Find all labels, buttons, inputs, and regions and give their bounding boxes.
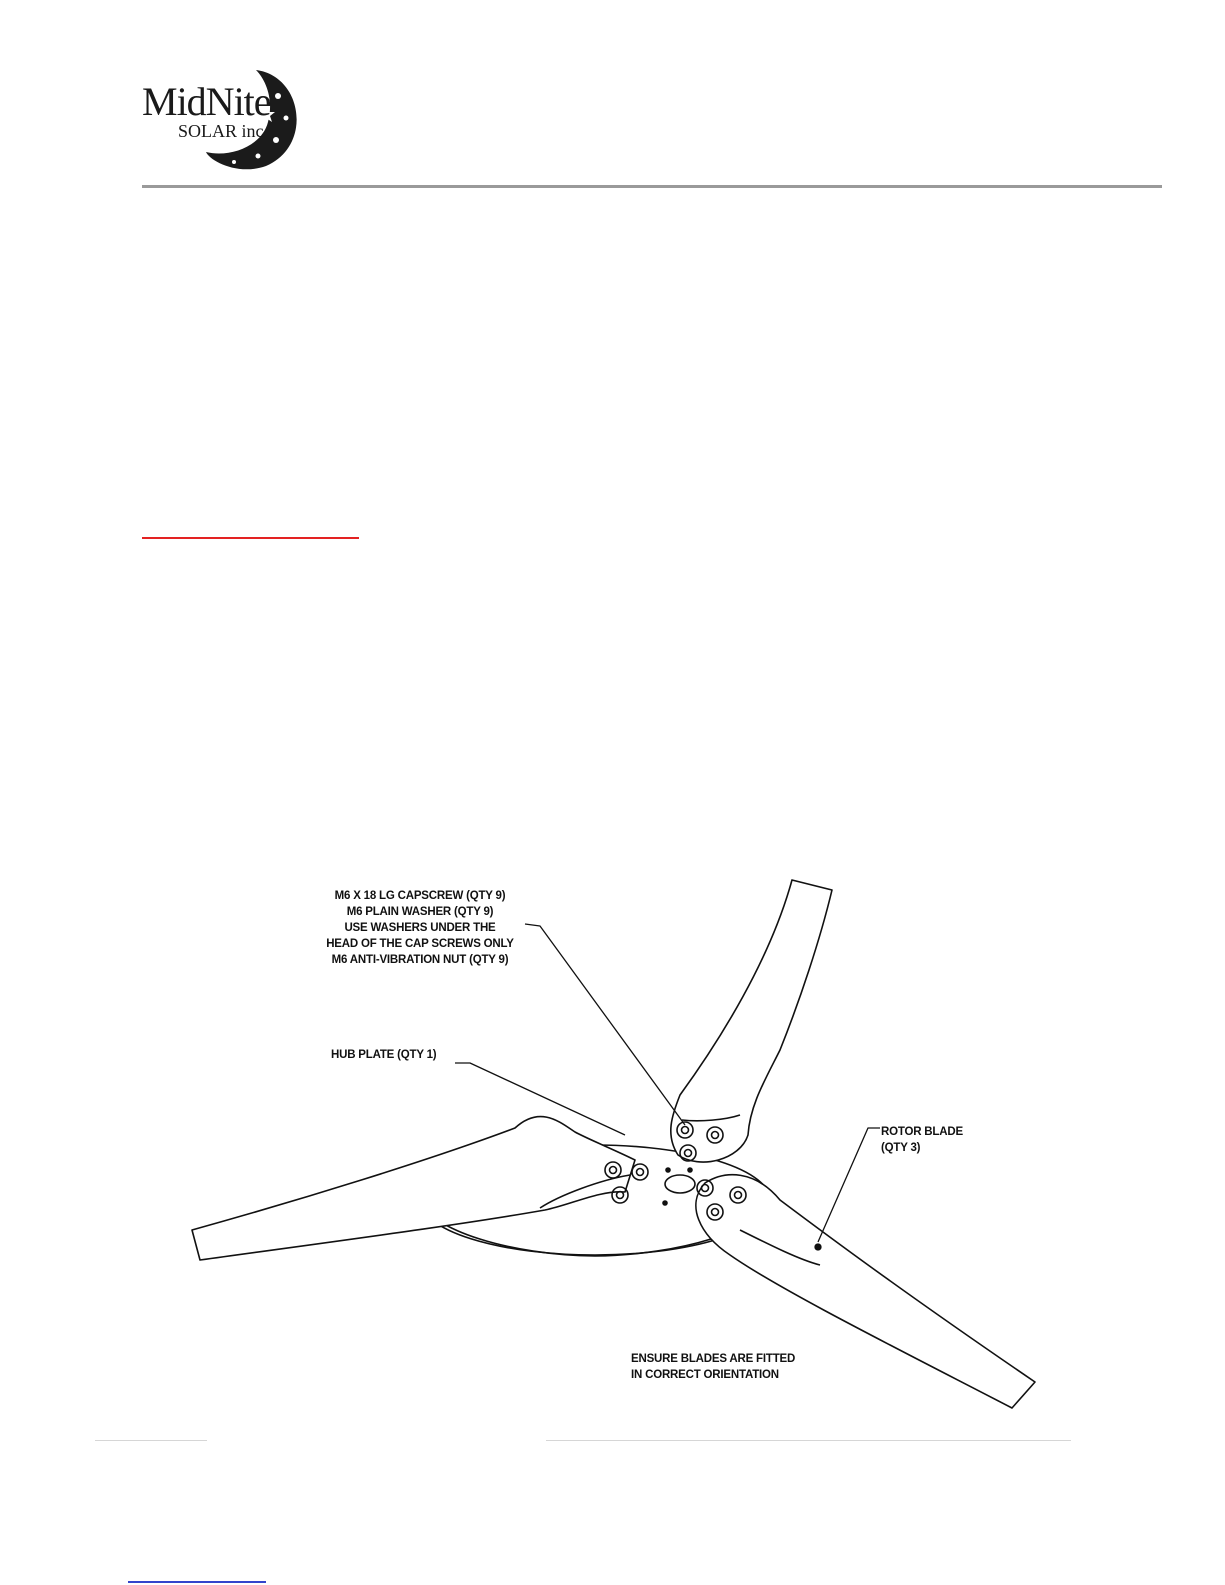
rotor-blade-callout (881, 1124, 963, 1156)
callout-line: ENSURE BLADES ARE FITTED (631, 1353, 796, 1365)
callout-line: (QTY 3) (881, 1142, 921, 1154)
section-heading-underline (142, 537, 359, 539)
footer-link-underline[interactable] (128, 1581, 266, 1583)
footer-divider-left (95, 1440, 207, 1441)
hub-plate-callout: HUB PLATE (QTY 1) (331, 1049, 437, 1061)
callout-line: M6 PLAIN WASHER (QTY 9) (346, 906, 494, 918)
fasteners-callout (300, 888, 540, 968)
callout-line: IN CORRECT ORIENTATION (631, 1369, 779, 1381)
callout-line: ROTOR BLADE (881, 1126, 963, 1138)
orientation-note (631, 1351, 795, 1383)
callout-line: M6 ANTI-VIBRATION NUT (QTY 9) (331, 954, 509, 966)
company-logo (138, 66, 308, 172)
callout-line: M6 X 18 LG CAPSCREW (QTY 9) (334, 890, 506, 902)
callout-line: USE WASHERS UNDER THE (344, 922, 496, 934)
callout-line: HEAD OF THE CAP SCREWS ONLY (326, 938, 514, 950)
logo-wordmark: MidNite (142, 79, 271, 124)
header-divider (142, 185, 1162, 188)
top-rotor-blade (671, 880, 832, 1162)
logo-subwordmark: SOLAR inc (178, 121, 264, 141)
footer-divider-right (546, 1440, 1071, 1441)
